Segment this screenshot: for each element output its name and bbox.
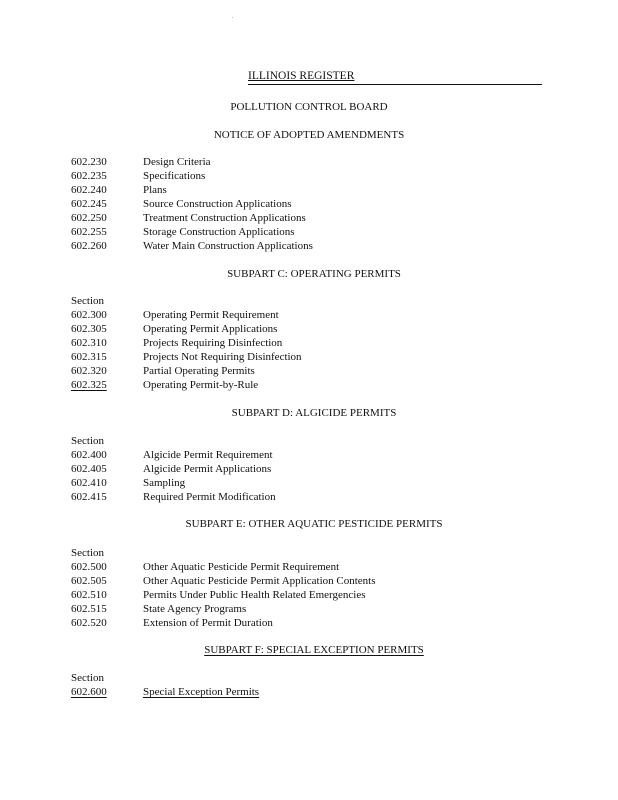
- section-number: 602.300: [71, 309, 107, 321]
- table-row: [0, 685, 618, 699]
- section-number: 602.320: [71, 365, 107, 377]
- table-row: [0, 588, 618, 602]
- subpart-e-heading: SUBPART E: OTHER AQUATIC PESTICIDE PERMITS: [185, 518, 443, 530]
- table-row: [0, 350, 618, 364]
- section-title: Plans: [143, 184, 167, 196]
- section-column-label: Section: [71, 672, 104, 684]
- table-row: [0, 211, 618, 225]
- section-title-underlined: Special Exception Permits: [143, 686, 260, 698]
- table-row: [0, 378, 618, 392]
- table-row: [0, 490, 618, 504]
- section-number: 602.515: [71, 603, 107, 615]
- header-rule: [248, 84, 542, 85]
- section-number: 602.240: [71, 184, 107, 196]
- section-number-underlined: 602.325: [71, 379, 107, 391]
- section-title: Projects Not Requiring Disinfection: [143, 351, 302, 363]
- subpart-d-heading: SUBPART D: ALGICIDE PERMITS: [231, 407, 397, 419]
- table-row: [0, 448, 618, 462]
- section-number: 602.255: [71, 226, 107, 238]
- section-title: Treatment Construction Applications: [143, 212, 306, 224]
- table-row: [0, 183, 618, 197]
- section-title: Extension of Permit Duration: [143, 617, 273, 629]
- table-row: [0, 364, 618, 378]
- table-row: [0, 602, 618, 616]
- section-number: 602.505: [71, 575, 107, 587]
- section-title: Operating Permit Applications: [143, 323, 278, 335]
- section-title: Projects Requiring Disinfection: [143, 337, 283, 349]
- subpart-f-heading: [0, 644, 618, 657]
- section-column-label: Section: [71, 547, 104, 559]
- section-number-underlined: 602.600: [71, 686, 107, 698]
- section-title: Other Aquatic Pesticide Permit Requirement: [143, 561, 340, 573]
- section-number: 602.245: [71, 198, 107, 210]
- subpart-c-heading: SUBPART C: OPERATING PERMITS: [227, 268, 401, 280]
- section-number: 602.230: [71, 156, 107, 168]
- section-number: 602.510: [71, 589, 107, 601]
- section-number: 602.520: [71, 617, 107, 629]
- table-row: [0, 616, 618, 630]
- section-column-label: Section: [71, 295, 104, 307]
- section-number: 602.400: [71, 449, 107, 461]
- section-title: Source Construction Applications: [143, 198, 292, 210]
- table-row: [0, 197, 618, 211]
- section-title: Operating Permit-by-Rule: [143, 379, 259, 391]
- table-row: [0, 239, 618, 253]
- section-number: 602.260: [71, 240, 107, 252]
- table-row: [0, 322, 618, 336]
- section-number: 602.405: [71, 463, 107, 475]
- section-title: Design Criteria: [143, 156, 211, 168]
- section-number: 602.310: [71, 337, 107, 349]
- section-title: Water Main Construction Applications: [143, 240, 313, 252]
- section-title: Specifications: [143, 170, 206, 182]
- section-column-label: Section: [71, 435, 104, 447]
- board-name: POLLUTION CONTROL BOARD: [230, 101, 388, 113]
- section-title: Algicide Permit Applications: [143, 463, 272, 475]
- table-row: [0, 225, 618, 239]
- table-row: [0, 462, 618, 476]
- section-title: Permits Under Public Health Related Emergencies: [143, 589, 366, 601]
- section-number: 602.315: [71, 351, 107, 363]
- section-title: Other Aquatic Pesticide Permit Application Contents: [143, 575, 376, 587]
- notice-title: NOTICE OF ADOPTED AMENDMENTS: [213, 129, 405, 141]
- section-number: 602.305: [71, 323, 107, 335]
- section-title: Required Permit Modification: [143, 491, 276, 503]
- section-number: 602.410: [71, 477, 107, 489]
- table-row: [0, 155, 618, 169]
- section-title: Algicide Permit Requirement: [143, 449, 273, 461]
- table-row: [0, 169, 618, 183]
- section-number: 602.235: [71, 170, 107, 182]
- section-title: Partial Operating Permits: [143, 365, 255, 377]
- section-title: Sampling: [143, 477, 186, 489]
- table-row: [0, 308, 618, 322]
- scan-speck: [232, 17, 233, 18]
- table-row: [0, 574, 618, 588]
- register-title: ILLINOIS REGISTER: [248, 70, 355, 82]
- section-title: Operating Permit Requirement: [143, 309, 279, 321]
- table-row: [0, 560, 618, 574]
- subpart-f-heading-text: SUBPART F: SPECIAL EXCEPTION PERMITS: [204, 644, 424, 656]
- section-number: 602.250: [71, 212, 107, 224]
- table-row: [0, 336, 618, 350]
- section-title: State Agency Programs: [143, 603, 247, 615]
- section-title: Storage Construction Applications: [143, 226, 295, 238]
- section-number: 602.415: [71, 491, 107, 503]
- table-row: [0, 476, 618, 490]
- section-number: 602.500: [71, 561, 107, 573]
